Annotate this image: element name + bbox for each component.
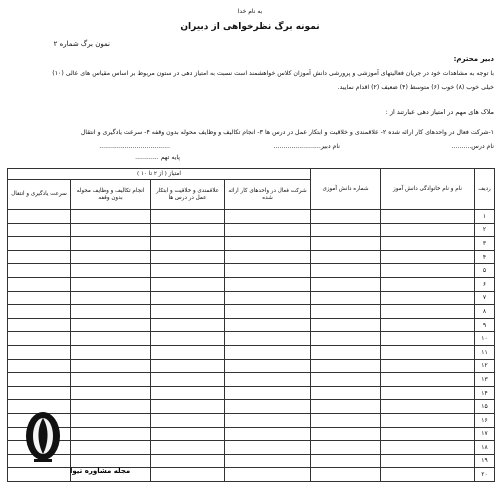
table-row <box>8 400 495 414</box>
score-criterion-1-cell[interactable] <box>225 250 311 264</box>
table-row <box>8 291 495 305</box>
table-body <box>8 210 495 482</box>
score-criterion-1-cell[interactable] <box>225 210 311 224</box>
row-number: ۱۰ <box>475 332 495 346</box>
student-id-cell[interactable] <box>311 427 381 441</box>
student-id-cell[interactable] <box>311 250 381 264</box>
greeting-label: دبیر محترم: <box>453 55 494 63</box>
student-name-cell[interactable] <box>381 427 475 441</box>
student-id-cell[interactable] <box>311 305 381 319</box>
score-criterion-2-cell[interactable] <box>151 250 225 264</box>
score-criterion-2-cell[interactable] <box>151 386 225 400</box>
score-criterion-4-cell[interactable] <box>8 291 71 305</box>
score-criterion-1-cell[interactable] <box>225 386 311 400</box>
student-id-cell[interactable] <box>311 400 381 414</box>
score-criterion-2-cell[interactable] <box>151 454 225 468</box>
score-criterion-1-cell[interactable] <box>225 441 311 455</box>
score-criterion-2-cell[interactable] <box>151 373 225 387</box>
table-row <box>8 305 495 319</box>
table-row <box>8 345 495 359</box>
score-criterion-4-cell[interactable] <box>8 210 71 224</box>
student-id-cell[interactable] <box>311 332 381 346</box>
score-criterion-3-cell[interactable] <box>71 386 151 400</box>
table-row <box>8 250 495 264</box>
score-criterion-1-cell[interactable] <box>225 400 311 414</box>
score-criterion-3-cell[interactable] <box>71 237 151 251</box>
score-criterion-4-cell[interactable] <box>8 223 71 237</box>
score-criterion-3-cell[interactable] <box>71 373 151 387</box>
table-row <box>8 427 495 441</box>
score-criterion-2-cell[interactable] <box>151 400 225 414</box>
header-score: امتیاز ( از ۲ تا ۱۰ ) <box>8 169 311 180</box>
score-criterion-2-cell[interactable] <box>151 210 225 224</box>
student-name-cell[interactable] <box>381 386 475 400</box>
student-id-cell[interactable] <box>311 264 381 278</box>
score-criterion-2-cell[interactable] <box>151 223 225 237</box>
student-id-cell[interactable] <box>311 237 381 251</box>
score-criterion-3-cell[interactable] <box>71 277 151 291</box>
student-name-cell[interactable] <box>381 454 475 468</box>
row-number: ۶ <box>475 277 495 291</box>
row-number: ۱۱ <box>475 345 495 359</box>
row-number: ۱۲ <box>475 359 495 373</box>
score-criterion-3-cell[interactable] <box>71 264 151 278</box>
score-criterion-3-cell[interactable] <box>71 291 151 305</box>
blank-field[interactable]: .................................... <box>99 143 170 150</box>
score-criterion-2-cell[interactable] <box>151 237 225 251</box>
score-criterion-3-cell[interactable] <box>71 223 151 237</box>
criteria-list: ۱-شرکت فعال در واحدهای کار ارائه شده ۲- علاقمندی و خلاقیت و ابتکار عمل در درس ها ۳- انجام تکالیف و وظایف محوله بدون وقفه ۴- سرعت یادگیری و انتقال <box>80 129 494 136</box>
score-criterion-1-cell[interactable] <box>225 468 311 482</box>
row-number: ۱۵ <box>475 400 495 414</box>
score-criterion-2-cell[interactable] <box>151 468 225 482</box>
row-number: ۲۰ <box>475 468 495 482</box>
table-row <box>8 223 495 237</box>
score-criterion-1-cell[interactable] <box>225 454 311 468</box>
criteria-title: ملاک های مهم در امتیاز دهی عبارتند از : <box>385 108 494 116</box>
header-criterion-3: انجام تکالیف و وظایف محوله بدون وقفه <box>71 180 151 210</box>
student-name-cell[interactable] <box>381 250 475 264</box>
score-criterion-1-cell[interactable] <box>225 277 311 291</box>
score-criterion-4-cell[interactable] <box>8 250 71 264</box>
row-number: ۱ <box>475 210 495 224</box>
row-number: ۴ <box>475 250 495 264</box>
score-criterion-3-cell[interactable] <box>71 427 151 441</box>
student-id-cell[interactable] <box>311 413 381 427</box>
row-number: ۵ <box>475 264 495 278</box>
row-number: ۱۸ <box>475 441 495 455</box>
table-row <box>8 277 495 291</box>
student-id-cell[interactable] <box>311 291 381 305</box>
score-criterion-3-cell[interactable] <box>71 305 151 319</box>
table-row <box>8 386 495 400</box>
student-name-cell[interactable] <box>381 373 475 387</box>
student-id-cell[interactable] <box>311 223 381 237</box>
student-name-cell[interactable] <box>381 318 475 332</box>
row-number: ۱۷ <box>475 427 495 441</box>
score-criterion-2-cell[interactable] <box>151 305 225 319</box>
score-criterion-4-cell[interactable] <box>8 359 71 373</box>
student-name-cell[interactable] <box>381 332 475 346</box>
table-row <box>8 441 495 455</box>
header-criterion-4: سرعت یادگیری و انتقال <box>8 180 71 210</box>
score-criterion-2-cell[interactable] <box>151 264 225 278</box>
teacher-name-field[interactable]: نام دبیر........................ <box>273 143 340 150</box>
logo-text: مجله مشاوره تیوا <box>70 467 131 475</box>
score-criterion-2-cell[interactable] <box>151 318 225 332</box>
sample-number-label: نمون برگ شماره ۲ <box>53 40 110 48</box>
student-id-cell[interactable] <box>311 373 381 387</box>
student-name-cell[interactable] <box>381 400 475 414</box>
score-criterion-3-cell[interactable] <box>71 400 151 414</box>
score-criterion-3-cell[interactable] <box>71 413 151 427</box>
score-criterion-3-cell[interactable] <box>71 318 151 332</box>
student-id-cell[interactable] <box>311 386 381 400</box>
header-row-number: ردیف <box>475 169 495 210</box>
row-number: ۲ <box>475 223 495 237</box>
score-criterion-1-cell[interactable] <box>225 264 311 278</box>
intro-line-2: خیلی خوب (۸) خوب (۶) متوسط (۴) ضعیف (۲) اقدام نمایید. <box>337 84 494 91</box>
score-criterion-3-cell[interactable] <box>71 441 151 455</box>
score-criterion-3-cell[interactable] <box>71 210 151 224</box>
student-name-cell[interactable] <box>381 345 475 359</box>
student-id-cell[interactable] <box>311 441 381 455</box>
table-row <box>8 210 495 224</box>
student-id-cell[interactable] <box>311 210 381 224</box>
table-row <box>8 318 495 332</box>
score-criterion-4-cell[interactable] <box>8 386 71 400</box>
form-title: نمونه برگ نظرخواهی از دبیران <box>180 22 320 32</box>
score-criterion-1-cell[interactable] <box>225 413 311 427</box>
score-criterion-3-cell[interactable] <box>71 359 151 373</box>
table-row <box>8 332 495 346</box>
table-row <box>8 413 495 427</box>
score-criterion-4-cell[interactable] <box>8 373 71 387</box>
student-name-cell[interactable] <box>381 359 475 373</box>
student-id-cell[interactable] <box>311 454 381 468</box>
magazine-logo <box>14 410 131 476</box>
score-criterion-3-cell[interactable] <box>71 454 151 468</box>
score-criterion-1-cell[interactable] <box>225 305 311 319</box>
score-criterion-2-cell[interactable] <box>151 359 225 373</box>
row-number: ۱۴ <box>475 386 495 400</box>
table-row <box>8 359 495 373</box>
score-criterion-3-cell[interactable] <box>71 250 151 264</box>
score-criterion-4-cell[interactable] <box>8 305 71 319</box>
student-id-cell[interactable] <box>311 359 381 373</box>
score-criterion-4-cell[interactable] <box>8 345 71 359</box>
score-criterion-4-cell[interactable] <box>8 264 71 278</box>
grade-field[interactable]: پایه تهم ............ <box>135 154 180 161</box>
score-criterion-2-cell[interactable] <box>151 441 225 455</box>
header-student-id: شماره دانش آموزی <box>311 169 381 210</box>
score-criterion-1-cell[interactable] <box>225 291 311 305</box>
student-name-cell[interactable] <box>381 305 475 319</box>
table-row <box>8 237 495 251</box>
score-criterion-2-cell[interactable] <box>151 277 225 291</box>
student-id-cell[interactable] <box>311 345 381 359</box>
student-name-cell[interactable] <box>381 468 475 482</box>
score-criterion-1-cell[interactable] <box>225 223 311 237</box>
header-criterion-2: علاقمندی و خلاقیت و ابتکار عمل در درس ها <box>151 180 225 210</box>
row-number: ۱۹ <box>475 454 495 468</box>
student-name-cell[interactable] <box>381 441 475 455</box>
score-table <box>7 168 495 482</box>
score-criterion-1-cell[interactable] <box>225 359 311 373</box>
student-name-cell[interactable] <box>381 413 475 427</box>
score-criterion-1-cell[interactable] <box>225 345 311 359</box>
score-criterion-4-cell[interactable] <box>8 277 71 291</box>
student-name-cell[interactable] <box>381 223 475 237</box>
student-id-cell[interactable] <box>311 468 381 482</box>
intro-line-1: با توجه به مشاهدات خود در جریان فعالیتهای آموزشی و پرورشی دانش آموزان کلاس خواهشمند است نسبت به امتیاز دهی در ستون مربوط بر اساس مقیاس های عالی (۱۰) <box>52 70 494 77</box>
score-criterion-1-cell[interactable] <box>225 373 311 387</box>
student-id-cell[interactable] <box>311 318 381 332</box>
row-number: ۱۳ <box>475 373 495 387</box>
student-id-cell[interactable] <box>311 277 381 291</box>
table-row <box>8 454 495 468</box>
score-criterion-1-cell[interactable] <box>225 427 311 441</box>
header-student-name: نام و نام خانوادگی دانش آموز <box>381 169 475 210</box>
score-criterion-1-cell[interactable] <box>225 332 311 346</box>
row-number: ۳ <box>475 237 495 251</box>
score-criterion-3-cell[interactable] <box>71 332 151 346</box>
score-criterion-3-cell[interactable] <box>71 345 151 359</box>
score-criterion-1-cell[interactable] <box>225 318 311 332</box>
bismillah-heading: به نام خدا <box>237 8 263 15</box>
score-criterion-2-cell[interactable] <box>151 427 225 441</box>
student-name-cell[interactable] <box>381 264 475 278</box>
logo-base-mark <box>34 459 52 462</box>
row-number: ۸ <box>475 305 495 319</box>
student-name-cell[interactable] <box>381 277 475 291</box>
score-criterion-1-cell[interactable] <box>225 237 311 251</box>
score-criterion-2-cell[interactable] <box>151 291 225 305</box>
student-name-cell[interactable] <box>381 210 475 224</box>
score-criterion-2-cell[interactable] <box>151 345 225 359</box>
score-criterion-4-cell[interactable] <box>8 237 71 251</box>
table-row <box>8 264 495 278</box>
table-row <box>8 373 495 387</box>
score-criterion-4-cell[interactable] <box>8 318 71 332</box>
header-criterion-1: شرکت فعال در واحدهای کار ارائه شده <box>225 180 311 210</box>
score-criterion-2-cell[interactable] <box>151 413 225 427</box>
row-number: ۷ <box>475 291 495 305</box>
student-name-cell[interactable] <box>381 237 475 251</box>
score-criterion-4-cell[interactable] <box>8 332 71 346</box>
row-number: ۹ <box>475 318 495 332</box>
student-name-cell[interactable] <box>381 291 475 305</box>
row-number: ۱۶ <box>475 413 495 427</box>
score-criterion-2-cell[interactable] <box>151 332 225 346</box>
course-name-field[interactable]: نام درس.......... <box>451 143 494 150</box>
